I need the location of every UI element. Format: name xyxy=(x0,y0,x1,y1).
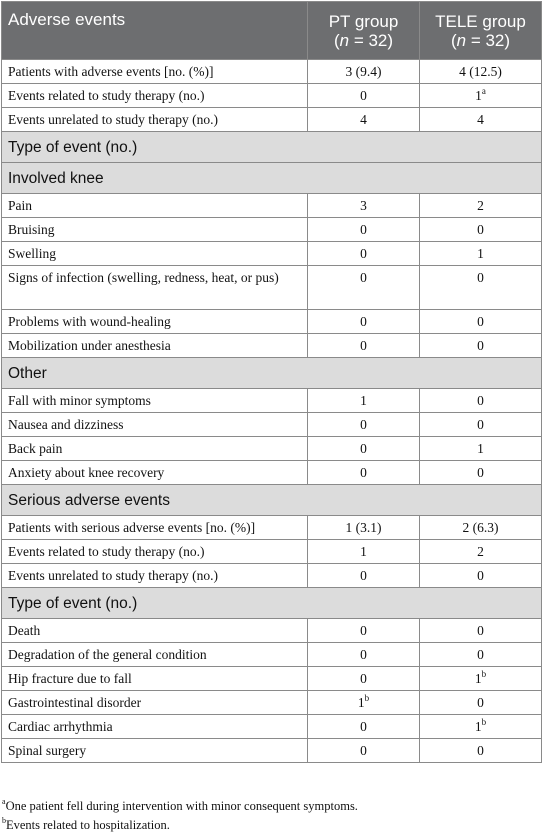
section-row xyxy=(2,588,542,619)
pt-value-cell xyxy=(308,108,420,132)
table-row xyxy=(2,60,542,84)
table-row xyxy=(2,739,542,763)
pt-value-cell xyxy=(308,334,420,358)
row-label: Problems with wound-healing xyxy=(2,310,308,334)
tele-value: 0 xyxy=(477,338,484,353)
pt-value: 0 xyxy=(360,743,367,758)
row-label: Gastrointestinal disorder xyxy=(2,691,308,715)
tele-value: 0 xyxy=(477,647,484,662)
tele-value: 0 xyxy=(477,743,484,758)
tele-value: 0 xyxy=(477,393,484,408)
tele-value-cell xyxy=(420,108,542,132)
tele-value: 1 xyxy=(477,441,484,456)
header-row xyxy=(2,2,542,60)
table-row xyxy=(2,715,542,739)
tele-value: 0 xyxy=(477,465,484,480)
pt-value-cell xyxy=(308,60,420,84)
row-label: Events related to study therapy (no.) xyxy=(2,540,308,564)
row-label: Events related to study therapy (no.) xyxy=(2,84,308,108)
table-row xyxy=(2,619,542,643)
pt-value-cell xyxy=(308,643,420,667)
row-label: Spinal surgery xyxy=(2,739,308,763)
pt-value: 0 xyxy=(360,568,367,583)
row-label: Nausea and dizziness xyxy=(2,413,308,437)
pt-value: 0 xyxy=(360,338,367,353)
tele-value: 1 xyxy=(477,246,484,261)
section-label: Involved knee xyxy=(2,163,542,194)
tele-value: 0 xyxy=(477,417,484,432)
tele-value: 0 xyxy=(477,222,484,237)
pt-value: 1 xyxy=(360,544,367,559)
tele-value: 2 (6.3) xyxy=(462,520,499,535)
row-label: Degradation of the general condition xyxy=(2,643,308,667)
footnote-marker: b xyxy=(481,668,487,679)
tele-value-cell xyxy=(420,389,542,413)
table-header xyxy=(2,2,542,60)
table-row xyxy=(2,266,542,310)
pt-value-cell xyxy=(308,266,420,310)
row-label: Bruising xyxy=(2,218,308,242)
tele-value-cell xyxy=(420,242,542,266)
pt-value: 0 xyxy=(360,465,367,480)
adverse-events-table xyxy=(1,1,542,763)
pt-value-cell xyxy=(308,461,420,485)
table-row xyxy=(2,194,542,218)
section-row xyxy=(2,358,542,389)
pt-value-cell xyxy=(308,310,420,334)
tele-value-cell xyxy=(420,619,542,643)
table-row xyxy=(2,218,542,242)
section-label: Type of event (no.) xyxy=(2,588,542,619)
table-row xyxy=(2,564,542,588)
tele-value: 1 xyxy=(475,88,482,103)
pt-value: 0 xyxy=(360,671,367,686)
tele-value: 0 xyxy=(477,623,484,638)
table-body xyxy=(2,60,542,763)
pt-value-cell xyxy=(308,564,420,588)
footnote-mark: b xyxy=(2,815,6,825)
pt-value: 1 xyxy=(360,393,367,408)
tele-value: 0 xyxy=(477,695,484,710)
row-label: Signs of infection (swelling, redness, heat, or pus) xyxy=(2,266,308,310)
footnote-mark: a xyxy=(2,796,6,806)
pt-value: 0 xyxy=(360,417,367,432)
footnotes xyxy=(2,797,540,835)
pt-value: 4 xyxy=(360,112,367,127)
header-pt-n: n xyxy=(339,30,350,50)
section-label: Type of event (no.) xyxy=(2,132,542,163)
tele-value-cell xyxy=(420,437,542,461)
header-pt-title: PT group xyxy=(328,11,399,31)
pt-value-cell xyxy=(308,389,420,413)
header-tele-n: n xyxy=(456,30,467,50)
pt-value-cell xyxy=(308,437,420,461)
pt-value-cell xyxy=(308,242,420,266)
pt-value: 3 xyxy=(360,198,367,213)
pt-value-cell xyxy=(308,413,420,437)
row-label: Mobilization under anesthesia xyxy=(2,334,308,358)
tele-value-cell xyxy=(420,218,542,242)
section-row xyxy=(2,485,542,516)
table-row xyxy=(2,108,542,132)
footnote-marker: a xyxy=(481,85,486,96)
row-label: Swelling xyxy=(2,242,308,266)
tele-value-cell xyxy=(420,266,542,310)
table-row xyxy=(2,516,542,540)
adverse-events-table-container xyxy=(1,1,541,763)
pt-value: 0 xyxy=(360,623,367,638)
row-label: Fall with minor symptoms xyxy=(2,389,308,413)
row-label: Back pain xyxy=(2,437,308,461)
tele-value-cell xyxy=(420,60,542,84)
section-label: Serious adverse events xyxy=(2,485,542,516)
footnote xyxy=(2,797,540,816)
tele-value: 1 xyxy=(474,671,482,686)
pt-value: 0 xyxy=(360,222,367,237)
pt-value-cell xyxy=(308,516,420,540)
tele-value-cell xyxy=(420,715,542,739)
table-row xyxy=(2,643,542,667)
table-row xyxy=(2,310,542,334)
footnote-text: Events related to hospitalization. xyxy=(6,818,170,832)
header-tele-title: TELE group xyxy=(435,11,526,31)
table-row xyxy=(2,389,542,413)
row-label: Anxiety about knee recovery xyxy=(2,461,308,485)
header-tele-count: = 32) xyxy=(466,30,511,50)
row-label: Death xyxy=(2,619,308,643)
tele-value-cell xyxy=(420,516,542,540)
pt-value: 3 (9.4) xyxy=(345,64,382,79)
footnote xyxy=(2,816,540,835)
pt-value-cell xyxy=(308,218,420,242)
pt-value: 0 xyxy=(360,647,367,662)
header-adverse-events: Adverse events xyxy=(2,2,308,60)
table-row xyxy=(2,413,542,437)
pt-value-cell xyxy=(308,619,420,643)
pt-value: 1 (3.1) xyxy=(345,520,382,535)
tele-value-cell xyxy=(420,310,542,334)
table-row xyxy=(2,242,542,266)
pt-value: 0 xyxy=(360,441,367,456)
tele-value: 0 xyxy=(477,314,484,329)
row-label: Pain xyxy=(2,194,308,218)
table-row xyxy=(2,540,542,564)
footnote-marker: b xyxy=(364,692,370,703)
tele-value: 1 xyxy=(474,719,482,734)
pt-value-cell xyxy=(308,194,420,218)
footnote-text: One patient fell during intervention with minor consequent symptoms. xyxy=(5,799,358,813)
table-row xyxy=(2,667,542,691)
header-pt-count: = 32) xyxy=(349,30,394,50)
row-label: Cardiac arrhythmia xyxy=(2,715,308,739)
tele-value: 0 xyxy=(477,270,484,285)
pt-value: 0 xyxy=(360,314,367,329)
tele-value-cell xyxy=(420,691,542,715)
pt-value-cell xyxy=(308,691,420,715)
tele-value: 4 (12.5) xyxy=(459,64,502,79)
section-row xyxy=(2,163,542,194)
tele-value-cell xyxy=(420,461,542,485)
row-label: Events unrelated to study therapy (no.) xyxy=(2,564,308,588)
tele-value-cell xyxy=(420,643,542,667)
tele-value-cell xyxy=(420,84,542,108)
pt-value: 0 xyxy=(360,246,367,261)
table-row xyxy=(2,437,542,461)
tele-value-cell xyxy=(420,413,542,437)
pt-value-cell xyxy=(308,540,420,564)
section-label: Other xyxy=(2,358,542,389)
pt-value: 1 xyxy=(357,695,365,710)
row-label: Patients with adverse events [no. (%)] xyxy=(2,60,308,84)
row-label: Hip fracture due to fall xyxy=(2,667,308,691)
row-label: Patients with serious adverse events [no. (%)] xyxy=(2,516,308,540)
table-row xyxy=(2,84,542,108)
pt-value-cell xyxy=(308,739,420,763)
tele-value-cell xyxy=(420,667,542,691)
tele-value-cell xyxy=(420,194,542,218)
tele-value: 2 xyxy=(477,198,484,213)
tele-value-cell xyxy=(420,739,542,763)
pt-value: 0 xyxy=(360,270,367,285)
pt-value: 0 xyxy=(360,719,367,734)
tele-value: 0 xyxy=(477,568,484,583)
tele-value: 2 xyxy=(477,544,484,559)
tele-value: 4 xyxy=(477,112,484,127)
header-pt-group: PT group (n = 32) xyxy=(308,2,420,60)
pt-value-cell xyxy=(308,84,420,108)
tele-value-cell xyxy=(420,564,542,588)
pt-value-cell xyxy=(308,715,420,739)
tele-value-cell xyxy=(420,540,542,564)
table-row xyxy=(2,691,542,715)
tele-value-cell xyxy=(420,334,542,358)
table-row xyxy=(2,334,542,358)
section-row xyxy=(2,132,542,163)
table-row xyxy=(2,461,542,485)
pt-value-cell xyxy=(308,667,420,691)
footnote-marker: b xyxy=(481,716,487,727)
pt-value: 0 xyxy=(360,88,367,103)
header-tele-group: TELE group (n = 32) xyxy=(420,2,542,60)
row-label: Events unrelated to study therapy (no.) xyxy=(2,108,308,132)
